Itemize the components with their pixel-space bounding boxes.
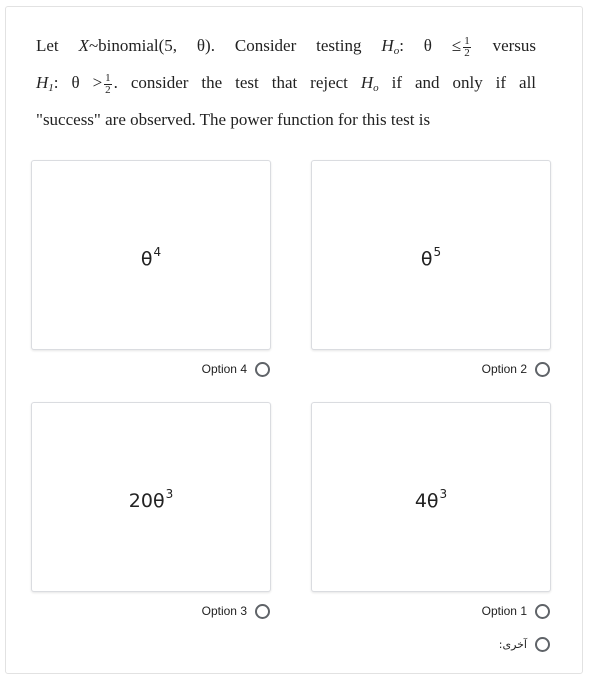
question-line-3: "success" are observed. The power function for this test is [36,110,431,129]
null-hypothesis-symbol: H [381,36,394,55]
question-distribution: binomial(5, θ). [98,36,215,55]
null-hypothesis-subscript: o [393,45,400,57]
option-2-image[interactable] [311,160,551,350]
other-choice[interactable] [499,634,550,654]
question-line-1: Let X~binomial(5, θ). Consider testing $H_o$: θ ≤ $\frac{1}{2}$ versus [36,34,537,59]
option-1-image[interactable] [311,402,551,592]
option-3-image[interactable] [31,402,271,592]
question-consider: Consider testing [234,36,362,55]
option-2-label: Option 2 [481,362,527,376]
question-variable: X [78,36,89,55]
alt-hypothesis-condition: : θ > [53,73,103,92]
option-3-formula: $20\theta^3$ [128,487,174,512]
option-1-choice[interactable] [482,601,550,621]
option-3-radio[interactable] [255,604,270,619]
option-4-label: Option 4 [201,362,247,376]
option-1-formula: $4\theta^3$ [414,487,448,512]
other-label: آخرى: [498,637,527,651]
other-radio[interactable] [535,637,550,652]
option-4-radio[interactable] [255,362,270,377]
question-line-2 [36,67,536,104]
option-3-label: Option 3 [201,604,247,618]
option-1-label: Option 1 [481,604,527,618]
option-4-image[interactable] [31,160,271,350]
null-hypothesis-condition: : θ ≤ [399,36,462,55]
half-fraction: $\frac{1}{2}$ [105,71,111,96]
option-3-choice[interactable] [202,601,270,621]
half-fraction: $\frac{1}{2}$ [464,34,470,59]
question-let: Let [36,36,59,55]
option-1-radio[interactable] [535,604,550,619]
option-2-radio[interactable] [535,362,550,377]
null-hypothesis-symbol: H [360,73,374,92]
null-hypothesis-subscript: o [373,82,379,94]
question-text-b: if and only if all [391,73,537,92]
option-4-formula: $\theta^4$ [140,245,162,270]
question-text-a: . consider the test that reject [113,73,348,92]
question-text [36,30,536,136]
alt-hypothesis-symbol: H [36,73,49,92]
question-versus: versus [492,36,537,55]
alt-hypothesis-subscript: 1 [48,82,54,94]
option-2-choice[interactable] [482,359,550,379]
option-2-formula: $\theta^5$ [420,245,442,270]
option-4-choice[interactable] [202,359,270,379]
